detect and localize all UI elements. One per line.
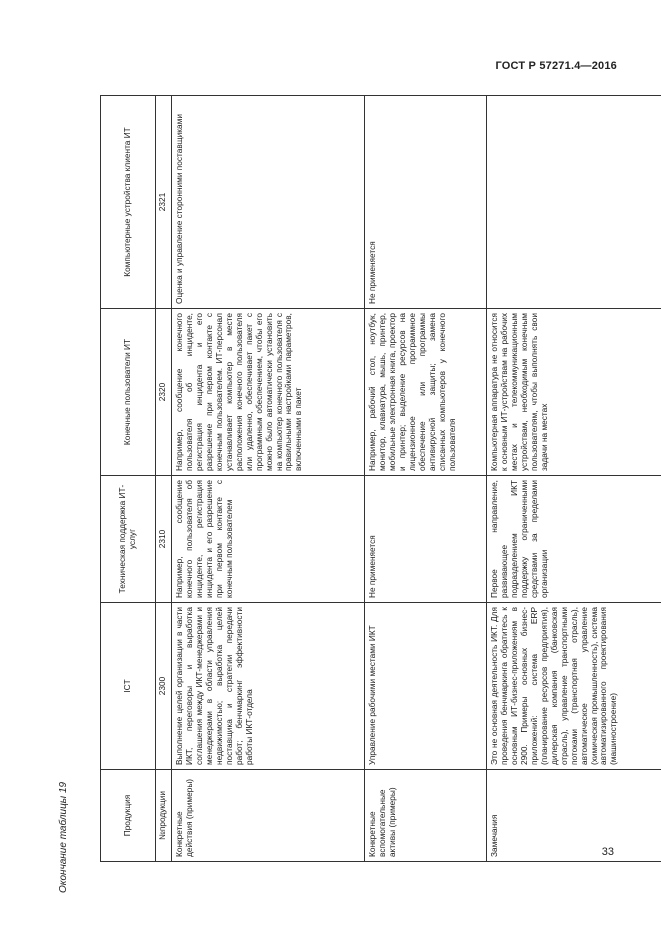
table-row — [172, 96, 365, 862]
table-caption: Окончание таблицы 19 — [58, 781, 69, 893]
table-cell: Например, рабочий стол, ноутбук, монитор, клавиатура, мышь, принтер, мобильные электронная книга, проектор и принтер; выделение ресурсов на лицензионное программное обеспечение или программы антивирусной защиты; замена списанных компьютеров у конечного пользователя — [365, 309, 487, 476]
table-cell — [487, 96, 661, 309]
rotated-table-container — [100, 96, 647, 862]
header-cell: Конечные пользователи ИТ — [101, 309, 156, 476]
table-cell: Например, сообщение конечного пользователя об инциденте, регистрация инцидента и его разрешение при первом контакте с конечным пользователем. ИТ-персонал устанавливает компьютер в месте расположения конечного пользователя или удаленно, обеспечивает пакет с программным обеспечением, чтобы его можно было автоматически установить на компьютер конечного пользователя с правильными настройками параметров, включенными в пакет — [172, 309, 365, 476]
header-cell: Компьютерные устройства клиента ИТ — [101, 96, 156, 309]
page-number: 33 — [601, 846, 614, 858]
row-label: Конкретные вспомогательные активы (примеры) — [365, 770, 487, 862]
table-row — [487, 96, 661, 862]
table-header-row — [101, 96, 156, 862]
table-cell: Это не основная деятельность ИКТ. Для проведения бенчмаркинга обратитесь к основным ИТ-бизнес-приложениям в 2900. Примеры основных бизнес-приложений: система ERP (планирование ресурсов предприятия), дилерская компания (банковская отрасль), управление транспортными потоками (транспортная отрасль), автоматическое управление (химическая промышленность), система автоматизированного проектирования (машиностроение) — [487, 603, 661, 770]
table-cell: Оценка и управление сторонними поставщиками — [172, 96, 365, 309]
number-cell: 2300 — [156, 603, 172, 770]
header-cell: Продукция — [101, 770, 156, 862]
table-cell: Первое направление, развивающее подразделением ИКТ поддержку ограниченными средствами за пределами организации — [487, 476, 661, 603]
data-table — [100, 95, 661, 862]
table-number-row — [156, 96, 172, 862]
table-cell: Компьютерная аппаратура не относится к основным ИТ-устройствам на рабочих местах и телекоммуникационным устройствам, необходимым конечным пользователям, чтобы выполнять свои задачи на местах — [487, 309, 661, 476]
number-cell: 2320 — [156, 309, 172, 476]
number-cell: 2310 — [156, 476, 172, 603]
number-cell: №продукции — [156, 770, 172, 862]
row-label: Конкретные действия (примеры) — [172, 770, 365, 862]
table-row — [365, 96, 487, 862]
table-cell: Не применяется — [365, 96, 487, 309]
table-cell: Управление рабочими местами ИКТ — [365, 603, 487, 770]
table-cell: Например, сообщение конечного пользователя об инциденте, регистрация инцидента и его разрешение при первом контакте с конечным пользователем — [172, 476, 365, 603]
row-label: Замечания — [487, 770, 661, 862]
header-cell: ICT — [101, 603, 156, 770]
table-cell: Не применяется — [365, 476, 487, 603]
standard-header: ГОСТ Р 57271.4—2016 — [495, 60, 617, 72]
number-cell: 2321 — [156, 96, 172, 309]
header-cell: Техническая поддержка ИТ-услуг — [101, 476, 156, 603]
table-cell: Выполнение целей организации в части ИКТ, переговоры и выработка соглашения между ИКТ-менеджерами и менеджерами в области управления недвижимостью; выработка целей поставщика и стратегии передачи работ; бенчмаркинг эффективности работы ИКТ-отдела — [172, 603, 365, 770]
